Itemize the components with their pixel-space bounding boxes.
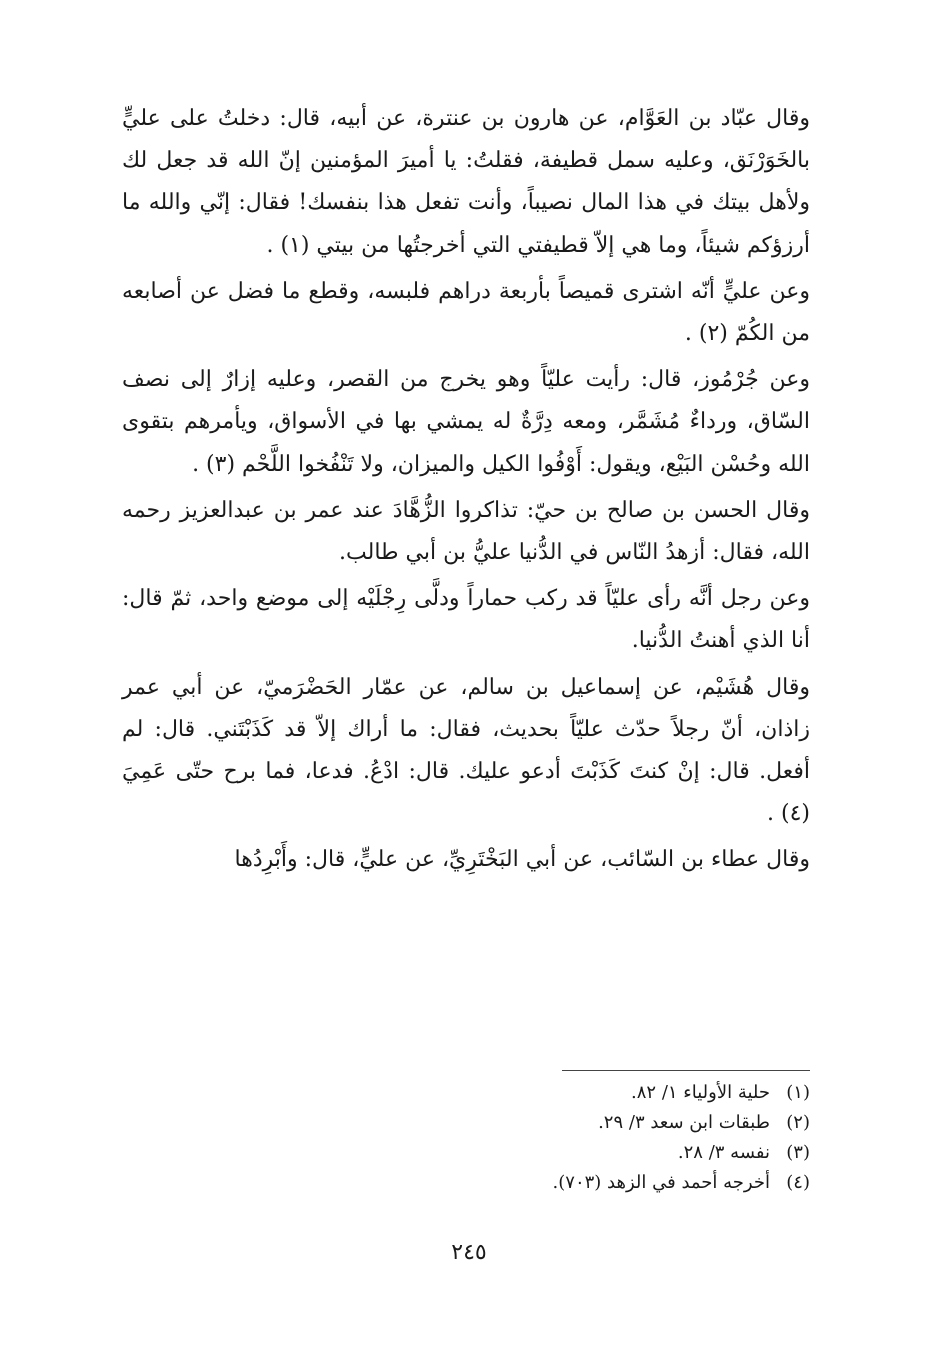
main-text: [122, 98, 810, 882]
footnotes: [122, 1078, 810, 1198]
footnote-text: نفسه ٣/ ٢٨.: [677, 1142, 770, 1163]
footnote-text: طبقات ابن سعد ٣/ ٢٩.: [598, 1112, 770, 1133]
footnote-text: أخرجه أحمد في الزهد (٧٠٣).: [552, 1172, 770, 1193]
paragraph-ata-ibn-al-saib: وقال عطاء بن السّائب، عن أبي البَخْتَرِيِّ، عن عليٍّ، قال: وأَبْرِدُها: [234, 847, 810, 873]
footnote-text: حلية الأولياء ١/ ٨٢.: [631, 1082, 770, 1103]
footnote-divider: [562, 1070, 810, 1071]
footnote-item: [122, 1108, 810, 1138]
page-number: ٢٤٥: [451, 1240, 487, 1265]
paragraph-ali-shirt: وعن عليٍّ أنّه اشترى قميصاً بأربعة دراهم فلبسه، وقطع ما فضل عن أصابعه من الكُمّ (٢) .: [122, 278, 810, 347]
paragraph-jurmuz: وعن جُرْمُوز، قال: رأيت عليّاً وهو يخرج من القصر، وعليه إزارٌ إلى نصف السّاق، ورداءٌ مُشَمَّر، ومعه دِرَّةٌ له يمشي بها في الأسواق، ويأمرهم بتقوى الله وحُسْن البَيْع، ويقول: أَوْفُوا الكيل والميزان، ولا تَنْفُخوا اللَّحْم (٣) .: [122, 367, 810, 477]
footnote-number: (١): [786, 1082, 810, 1103]
footnote-item: [122, 1078, 810, 1108]
footnote-number: (٣): [786, 1142, 810, 1163]
paragraph-abbad-ibn-al-awwam: وقال عبّاد بن العَوَّام، عن هارون بن عنترة، عن أبيه، قال: دخلتُ على عليٍّ بالخَوَرْنَق، وعليه سمل قطيفة، فقلتُ: يا أميرَ المؤمنين إنّ الله قد جعل لك ولأهل بيتك في هذا المال نصيباً، وأنت تفعل هذا بنفسك! فقال: إنّي والله ما أرزؤكم شيئاً، وما هي إلاّ قطيفتي التي أخرجتُها من بيتي (١) .: [122, 106, 810, 258]
footnote-item: [122, 1168, 810, 1198]
footnote-item: [122, 1138, 810, 1168]
paragraph-hasan-ibn-salih: وقال الحسن بن صالح بن حيّ: تذاكروا الزُّهَّادَ عند عمر بن عبدالعزيز رحمه الله، فقال: أزهدُ النّاس في الدُّنيا عليُّ بن أبي طالب.: [122, 497, 810, 566]
paragraph-man-saw-ali-donkey: وعن رجل أنَّه رأى عليّاً قد ركب حماراً ودلَّى رِجْلَيْه إلى موضع واحد، ثمّ قال: أنا الذي أهنتُ الدُّنيا.: [122, 586, 810, 654]
paragraph-hushaym: وقال هُشَيْم، عن إسماعيل بن سالم، عن عمّار الحَضْرَميّ، عن أبي عمر زاذان، أنّ رجلاً حدّث عليّاً بحديث، فقال: ما أراك إلاّ قد كَذَبْتَني. قال: لم أفعل. قال: إنْ كنتَ كَذَبْتَ أدعو عليك. قال: ادْعُ. فدعا، فما برح حتّى عَمِيَ (٤) .: [122, 674, 810, 827]
footnote-number: (٢): [786, 1112, 810, 1133]
footnote-number: (٤): [786, 1172, 810, 1193]
